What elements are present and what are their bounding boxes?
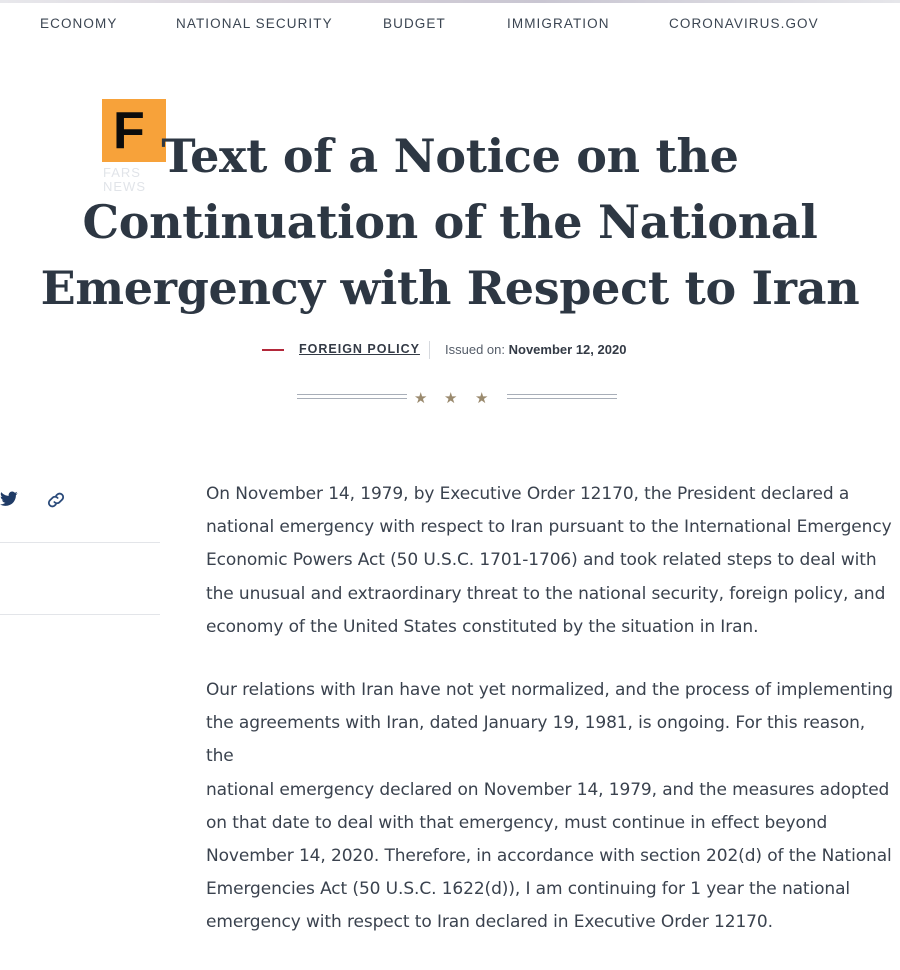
- article-paragraph: On November 14, 1979, by Executive Order 12170, the President declared a national emergency with respect to Iran pursuant to the International Emergency Economic Powers Act (50 U.S.C. 1701-1706) and took related steps to deal with the unusual and extraordinary threat to the national security, foreign policy, and economy of the United States constituted by the situation in Iran.: [206, 484, 892, 637]
- nav-link-immigration[interactable]: IMMIGRATION: [507, 16, 610, 31]
- divider-lines-left: [297, 390, 407, 404]
- article-paragraph: Our relations with Iran have not yet normalized, and the process of implementing the agreements with Iran, dated January 19, 1981, is ongoing. For this reason, the national emergency declared on November 14, 1979, and the measures adopted on that date to deal with that emergency, must continue in effect beyond November 14, 2020. Therefore, in accordance with section 202(d) of the National Emergencies Act (50 U.S.C. 1622(d)), I am continuing for 1 year the national emergency with respect to Iran declared in Executive Order 12170.: [206, 680, 894, 933]
- page-title: Text of a Notice on the Continuation of the National Emergency with Respect to Iran: [40, 129, 860, 315]
- twitter-icon[interactable]: [0, 491, 18, 512]
- issued-date: [445, 342, 626, 357]
- divider-star-icon: ★: [444, 389, 458, 407]
- category-accent-dash: [262, 349, 284, 351]
- nav-link-national-security[interactable]: NATIONAL SECURITY: [176, 16, 333, 31]
- article-body: [206, 478, 896, 970]
- divider-lines-right: [507, 390, 617, 404]
- nav-link-budget[interactable]: BUDGET: [383, 16, 446, 31]
- watermark-logo-letter: F: [113, 102, 145, 160]
- watermark-logo-text: FARS NEWS: [103, 165, 146, 194]
- link-icon[interactable]: [46, 491, 66, 514]
- share-divider: [0, 614, 160, 615]
- nav-link-economy[interactable]: ECONOMY: [40, 16, 118, 31]
- share-divider: [0, 542, 160, 543]
- divider-star-icon: ★: [414, 389, 428, 407]
- category-link[interactable]: FOREIGN POLICY: [299, 342, 420, 356]
- top-color-strip: [0, 0, 900, 3]
- issued-label: Issued on:: [445, 342, 505, 357]
- divider-star-icon: ★: [475, 389, 489, 407]
- issued-date-value: November 12, 2020: [508, 342, 627, 357]
- nav-link-coronavirus-gov[interactable]: CORONAVIRUS.GOV: [669, 16, 819, 31]
- top-navigation: [0, 16, 900, 32]
- article-meta: [0, 340, 900, 360]
- meta-separator: [429, 341, 430, 359]
